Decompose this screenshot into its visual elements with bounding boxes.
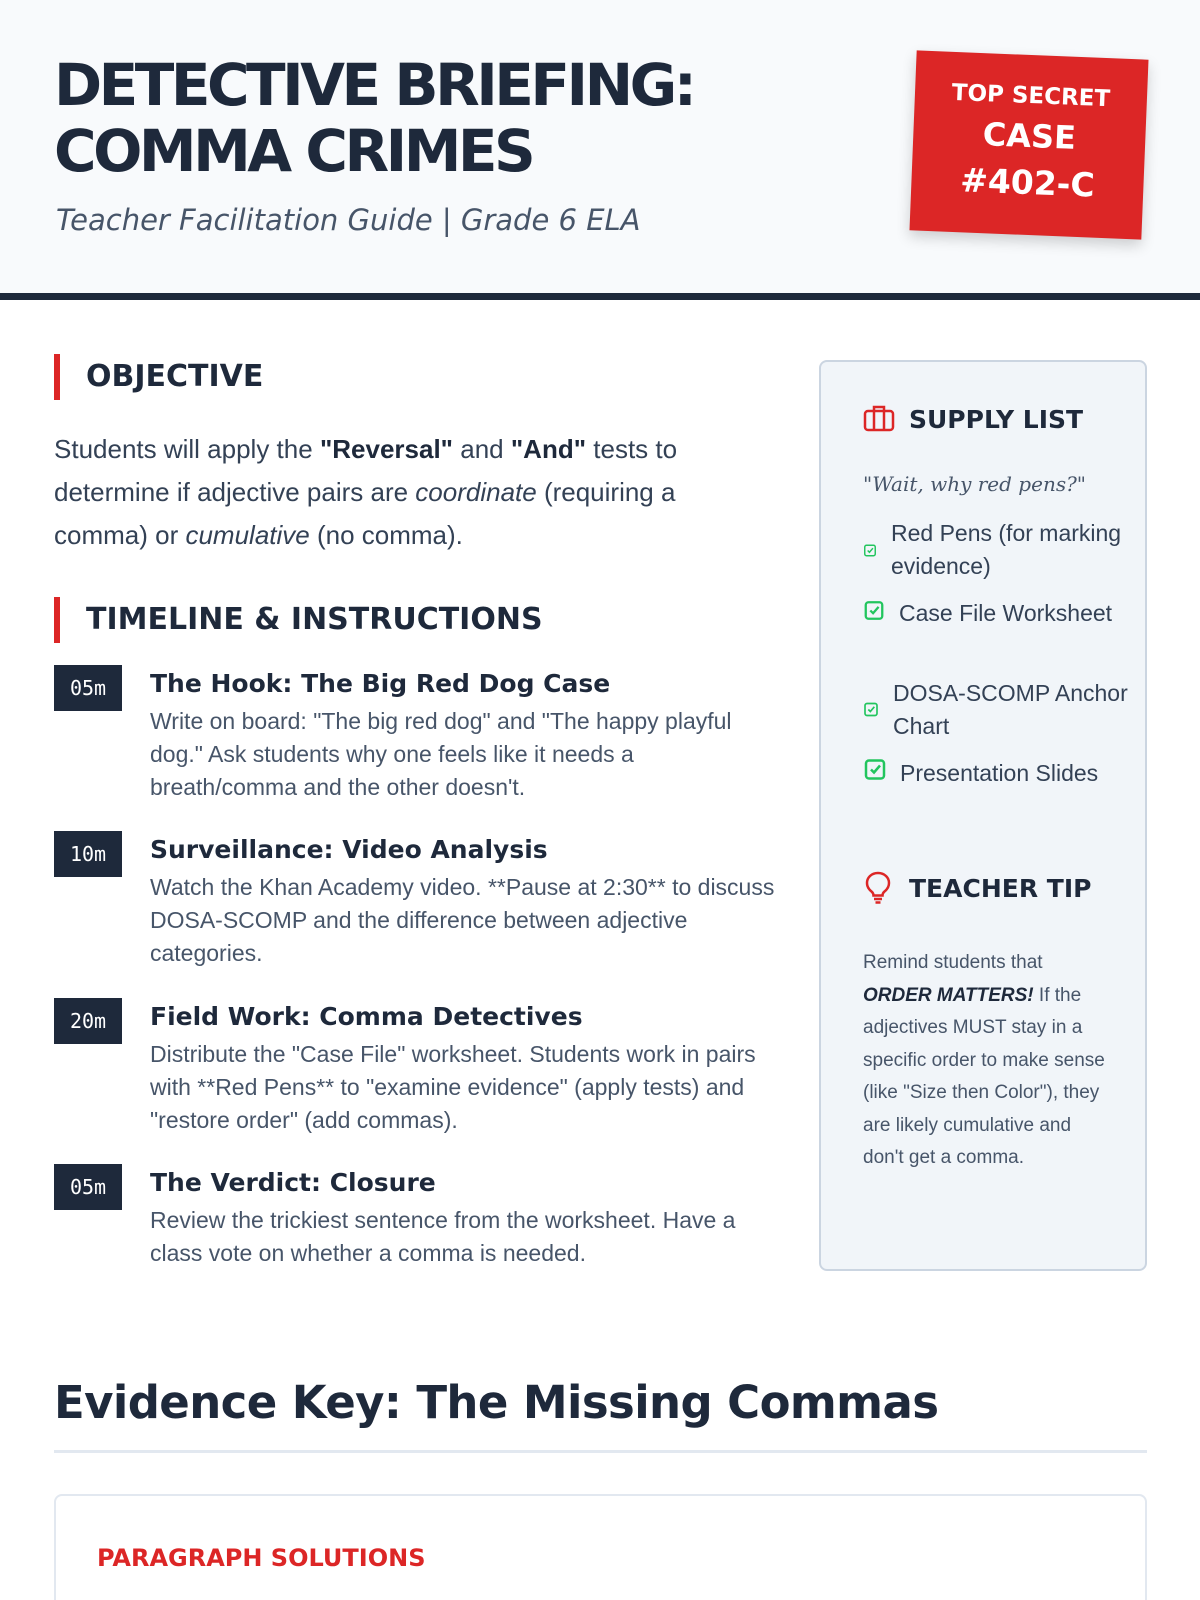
step-description: Write on board: "The big red dog" and "The happy playful dog." Ask students why one feels like it needs a breath/comma and the other doesn't. xyxy=(150,708,732,800)
evidence-key-title: Evidence Key: The Missing Commas xyxy=(54,1376,939,1429)
step-title: Surveillance: Video Analysis xyxy=(150,835,548,864)
page-header xyxy=(0,0,1200,300)
objective-text xyxy=(54,428,774,557)
step-duration-badge: 05m xyxy=(54,1164,122,1210)
divider xyxy=(54,1450,1147,1453)
top-secret-stamp xyxy=(909,50,1148,239)
supply-item xyxy=(863,597,1133,630)
step-duration-badge: 20m xyxy=(54,998,122,1044)
step-description: Review the trickiest sentence from the worksheet. Have a class vote on whether a comma is needed. xyxy=(150,1207,736,1266)
coordinate-term: coordinate xyxy=(415,477,537,507)
teacher-tip-label: TEACHER TIP xyxy=(909,874,1092,903)
supply-item-label: Case File Worksheet xyxy=(899,600,1113,626)
supply-item xyxy=(863,677,1133,743)
stamp-line-3: #402-C xyxy=(959,160,1096,205)
objective-text-part: (no comma). xyxy=(309,520,463,550)
supply-list-label: SUPPLY LIST xyxy=(909,405,1084,434)
supply-item xyxy=(863,517,1133,583)
supply-item xyxy=(863,757,1133,790)
supply-item-label: Presentation Slides xyxy=(900,760,1099,786)
teacher-tip-text xyxy=(863,947,1113,1175)
stamp-line-2: CASE xyxy=(982,115,1077,157)
supply-list-heading xyxy=(863,404,1083,438)
timeline-heading: TIMELINE & INSTRUCTIONS xyxy=(54,597,543,643)
step-title: Field Work: Comma Detectives xyxy=(150,1002,583,1031)
stamp-line-1: TOP SECRET xyxy=(951,79,1111,113)
tip-text-part: If the adjectives MUST stay in a specific order to make sense (like "Size then Color"), they are likely cumulative and don't get a comma. xyxy=(863,984,1105,1168)
page-subtitle: Teacher Facilitation Guide | Grade 6 ELA xyxy=(56,203,641,237)
step-title: The Hook: The Big Red Dog Case xyxy=(150,669,611,698)
cumulative-term: cumulative xyxy=(185,520,310,550)
paragraph-solutions-heading: PARAGRAPH SOLUTIONS xyxy=(97,1544,426,1572)
step-title: The Verdict: Closure xyxy=(150,1168,436,1197)
objective-text-part: (requiring a comma) or xyxy=(54,477,676,550)
lightbulb-icon xyxy=(863,870,897,910)
objective-text-part: Students will apply the xyxy=(54,434,320,464)
step-description: Distribute the "Case File" worksheet. Students work in pairs with **Red Pens** to "examine evidence" (apply tests) and "restore order" (add commas). xyxy=(150,1041,756,1133)
objective-heading: OBJECTIVE xyxy=(54,354,263,400)
step-duration-badge: 10m xyxy=(54,831,122,877)
step-description: Watch the Khan Academy video. **Pause at 2:30** to discuss DOSA-SCOMP and the difference between adjective categories. xyxy=(150,874,775,966)
supply-item-label: Red Pens (for marking evidence) xyxy=(891,520,1122,579)
page-title: DETECTIVE BRIEFING: COMMA CRIMES xyxy=(54,51,694,185)
check-icon xyxy=(863,757,887,790)
check-icon xyxy=(863,694,879,727)
objective-text-part: tests to determine if adjective pairs are xyxy=(54,434,678,507)
reversal-test-term: "Reversal" xyxy=(319,434,454,464)
sidebar-panel xyxy=(819,360,1147,1271)
tip-text-part: Remind students that xyxy=(863,952,1043,973)
objective-text-part: and xyxy=(453,434,511,464)
check-icon xyxy=(863,597,885,630)
supply-item-label: DOSA-SCOMP Anchor Chart xyxy=(893,680,1128,739)
paragraph-solutions-card xyxy=(54,1494,1147,1600)
step-duration-badge: 05m xyxy=(54,665,122,711)
teacher-tip-heading xyxy=(863,870,1091,910)
and-test-term: "And" xyxy=(510,434,587,464)
check-icon xyxy=(863,534,877,567)
supply-quote: "Wait, why red pens?" xyxy=(863,472,1087,496)
order-matters-emphasis: ORDER MATTERS! xyxy=(863,984,1034,1006)
briefcase-icon xyxy=(863,404,897,438)
